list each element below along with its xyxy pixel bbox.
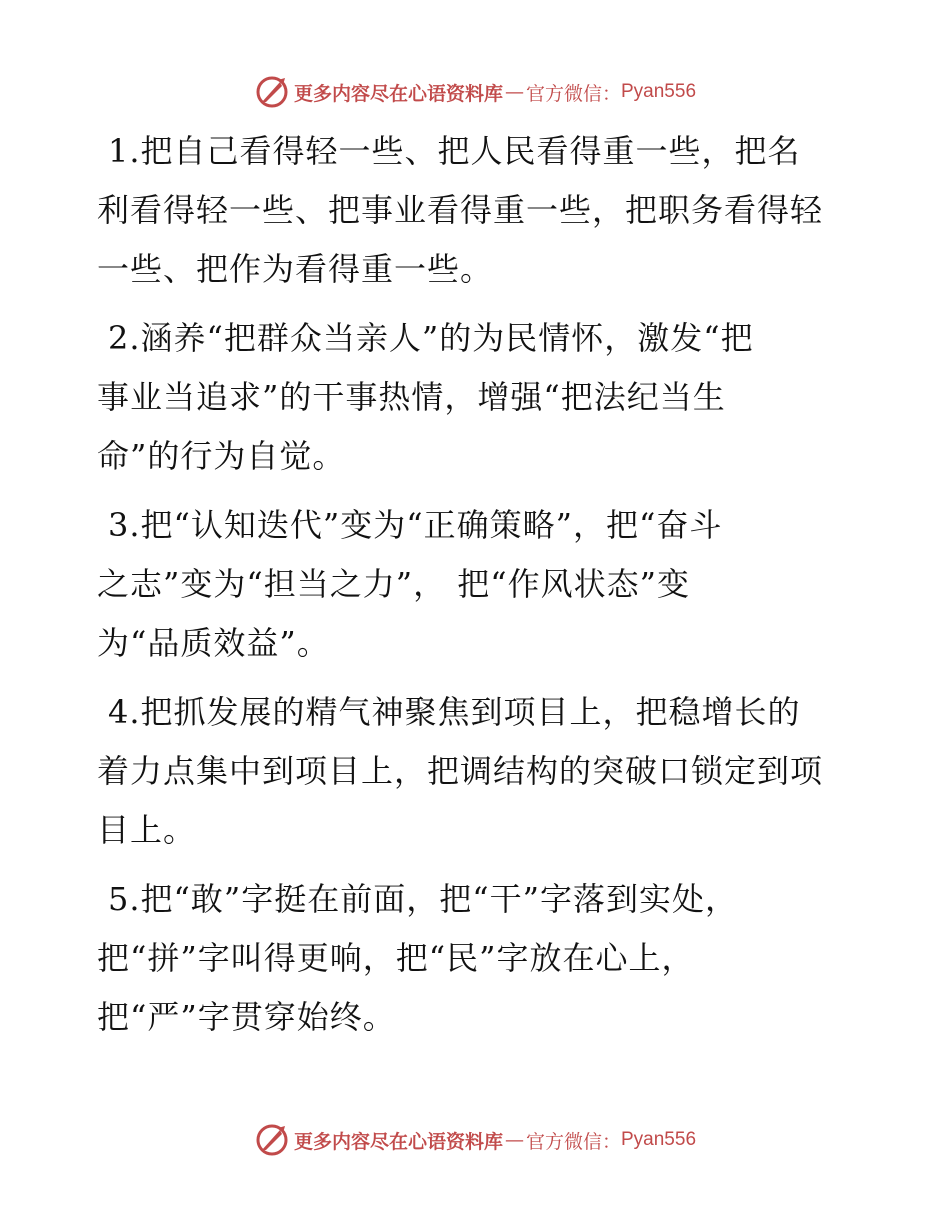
- footer-separator: —: [504, 1129, 524, 1151]
- item-line: 2.涵养“把群众当亲人”的为民情怀，激发“把: [108, 319, 754, 357]
- item-line: 把“严”字贯穿始终。: [97, 998, 396, 1036]
- item-line: 3.把“认知迭代”变为“正确策略”，把“奋斗: [108, 506, 723, 544]
- item-number: 1.: [108, 132, 141, 170]
- item-line: 着力点集中到项目上，把调结构的突破口锁定到项: [97, 752, 824, 790]
- item-number: 3.: [108, 506, 141, 544]
- item-number: 5.: [108, 880, 141, 918]
- item-line: 命”的行为自觉。: [97, 437, 346, 475]
- item-line: 4.把抓发展的精气神聚焦到项目上，把稳增长的: [108, 693, 801, 731]
- header-wechat-id: Pyan556: [621, 81, 697, 102]
- list-item: [97, 683, 857, 860]
- list-item: [97, 496, 857, 673]
- item-line: 5.把“敢”字挺在前面，把“干”字落到实处，: [108, 880, 738, 918]
- footer-wechat-id: Pyan556: [621, 1129, 697, 1150]
- item-line: 1.把自己看得轻一些、把人民看得重一些，把名: [108, 132, 801, 170]
- item-line: 一些、把作为看得重一些。: [97, 250, 494, 288]
- item-line: 利看得轻一些、把事业看得重一些，把职务看得轻: [97, 191, 824, 229]
- header-wechat-label: 官方微信：: [525, 82, 621, 105]
- item-line: 把“拼”字叫得更响，把“民”字放在心上，: [97, 939, 695, 977]
- list-item: [97, 870, 857, 1047]
- item-line: 事业当追求”的干事热情，增强“把法纪当生: [97, 378, 726, 416]
- item-line: 为“品质效益”。: [97, 624, 330, 662]
- document-body: [97, 122, 857, 1057]
- quill-logo-icon: [254, 74, 290, 110]
- header-brand: 更多内容尽在心语资料库: [293, 82, 503, 105]
- footer-brand: 更多内容尽在心语资料库: [293, 1130, 503, 1153]
- item-line: 目上。: [97, 811, 197, 849]
- footer-watermark: [0, 1118, 950, 1162]
- quill-logo-icon: [254, 1122, 290, 1158]
- list-item: [97, 309, 857, 486]
- item-line: 之志”变为“担当之力”， 把“作风状态”变: [97, 565, 690, 603]
- footer-wechat-label: 官方微信：: [525, 1130, 621, 1153]
- item-number: 2.: [108, 319, 141, 357]
- list-item: [97, 122, 857, 299]
- header-watermark: [0, 70, 950, 114]
- item-number: 4.: [108, 693, 141, 731]
- header-separator: —: [504, 81, 524, 103]
